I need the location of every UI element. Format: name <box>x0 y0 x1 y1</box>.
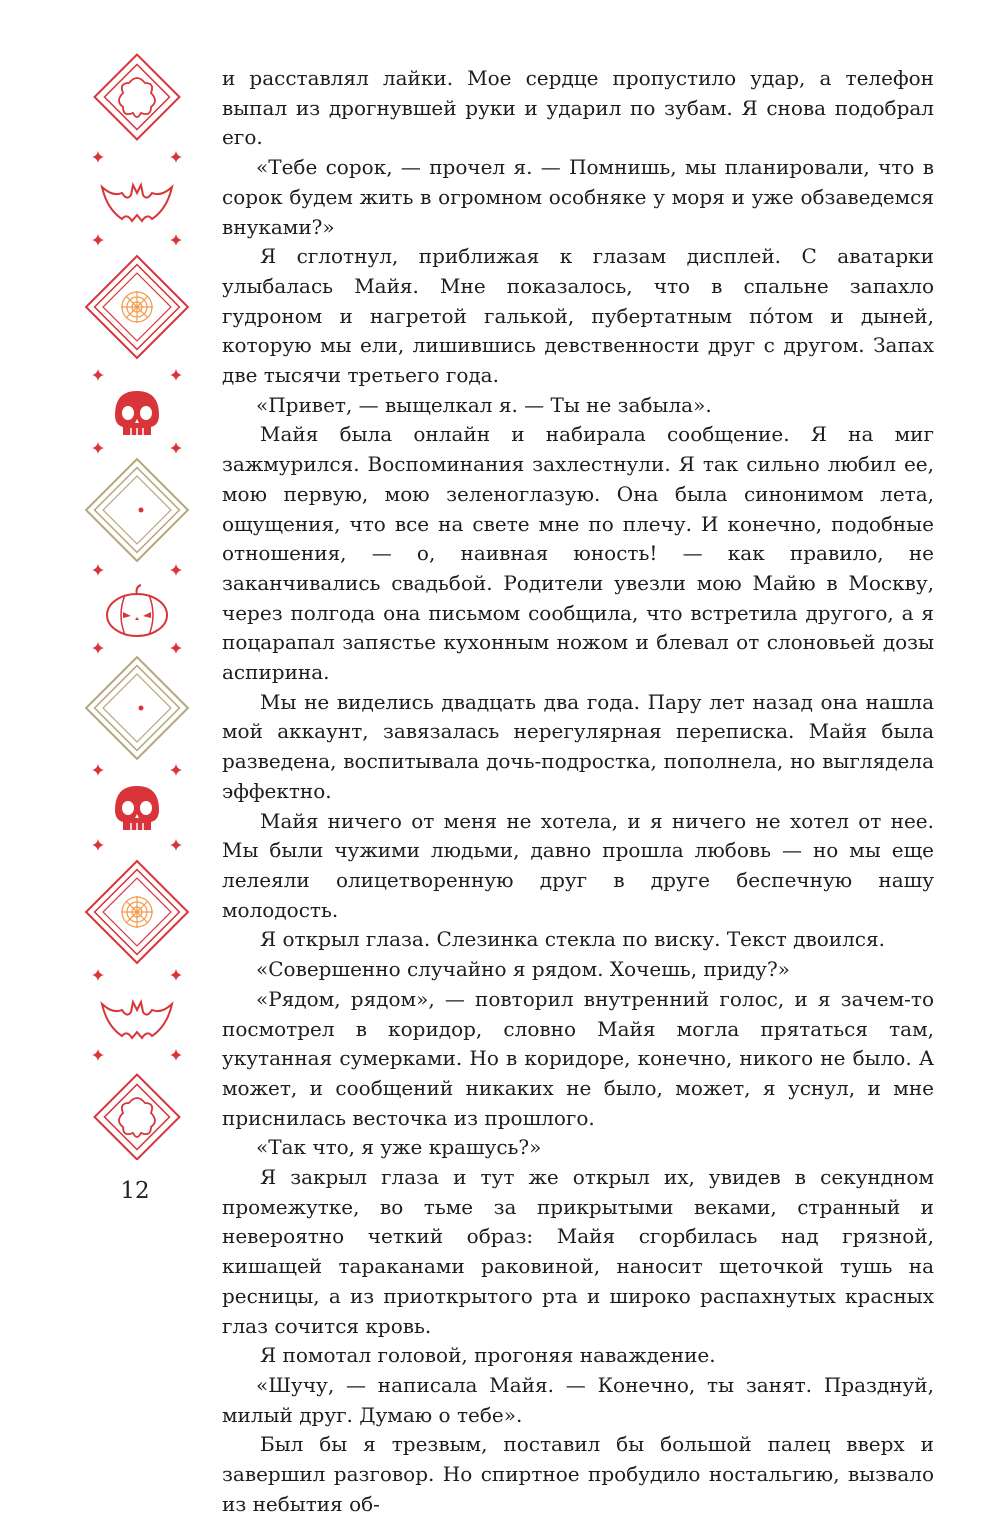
paragraph: «Совершенно случайно я рядом. Хочешь, приду?» <box>256 957 790 982</box>
paragraph: Я сглотнул, приближая к глазам дисплей. С аватарки улыбалась Майя. Мне показалось, что в спальне запахло гудроном и нагретой галькой, пубертатным по́том и дыней, которую мы ели, лишившись девственности друг с другом. Запах две тысячи третьего года. <box>222 244 934 388</box>
skull-icon <box>115 391 159 435</box>
crescent-diamond-icon <box>86 657 188 759</box>
paragraph: «Привет, — выщелкал я. — Ты не забыла». <box>256 392 712 417</box>
bat-icon <box>102 185 172 221</box>
quatrefoil-diamond-icon <box>95 1075 180 1160</box>
paragraph: Майя ничего от меня не хотела, и я ничего не хотел от нее. Мы были чужими людьми, давно прошла любовь — но мы еще лелеяли олицетворенную друг в друге беспечную нашу молодость. <box>222 808 934 922</box>
paragraph: и расставлял лайки. Мое сердце пропустило удар, а телефон выпал из дрогнувшей руки и ударил по зубам. Я снова подобрал его. <box>222 66 934 150</box>
spiderweb-diamond-icon <box>86 861 188 963</box>
paragraph: Я открыл глаза. Слезинка стекла по виску. Текст двоился. <box>260 927 885 952</box>
paragraph: «Тебе сорок, — прочел я. — Помнишь, мы планировали, что в сорок будем жить в огромном особняке у моря и уже обзаведемся внуками?» <box>222 155 934 239</box>
ornament-column <box>60 40 200 1160</box>
bat-icon <box>102 1002 172 1038</box>
paragraph: Мы не виделись двадцать два года. Пару лет назад она нашла мой аккаунт, завязалась нерегулярная переписка. Майя была разведена, воспитывала дочь-подростка, пополнела, но выглядела эффектно. <box>222 689 934 803</box>
spiderweb-diamond-icon <box>86 256 188 358</box>
pumpkin-icon <box>107 585 167 636</box>
paragraph: «Рядом, рядом», — повторил внутренний голос, и я зачем-то посмотрел в коридор, словно Майя могла прятаться там, укутанная сумерками. Но в коридоре, конечно, никого не было. А может, и сообщений никаких не было, может, я уснул, и мне приснилась весточка из прошлого. <box>222 986 934 1130</box>
paragraph: «Так что, я уже крашусь?» <box>256 1135 542 1160</box>
skull-icon <box>115 786 159 830</box>
body-text <box>222 64 934 1519</box>
crescent-diamond-icon <box>86 459 188 561</box>
paragraph: Я помотал головой, прогоняя наваждение. <box>260 1343 716 1368</box>
paragraph: Майя была онлайн и набирала сообщение. Я на миг зажмурился. Воспоминания захлестнули. Я так сильно любил ее, мою первую, мою зеленоглазую. Она была синонимом лета, ощущения, что все на свете мне по плечу. И конечно, подобные отношения, — о, наивная юность! — как правило, не заканчивались свадьбой. Родители увезли мою Майю в Москву, через полгода она письмом сообщила, что встретила другого, а я поцарапал запястье кухонным ножом и блевал от слоновьей дозы аспирина. <box>222 422 934 685</box>
paragraph: Я закрыл глаза и тут же открыл их, увидев в секундном промежутке, во тьме за прикрытыми веками, странный и невероятно четкий образ: Майя сгорбилась над грязной, кишащей тараканами раковиной, наносит щеточкой тушь на ресницы, а из приоткрытого рта и широко распахнутых красных глаз сочится кровь. <box>222 1165 934 1338</box>
paragraph: «Шучу, — написала Майя. — Конечно, ты занят. Празднуй, милый друг. Думаю о тебе». <box>222 1372 934 1427</box>
paragraph: Был бы я трезвым, поставил бы большой палец вверх и завершил разговор. Но спиртное пробудило ностальгию, вызвало из небытия об- <box>222 1432 934 1516</box>
decorative-border <box>60 40 200 1160</box>
quatrefoil-diamond-icon <box>95 55 180 140</box>
page-number: 12 <box>120 1178 150 1204</box>
